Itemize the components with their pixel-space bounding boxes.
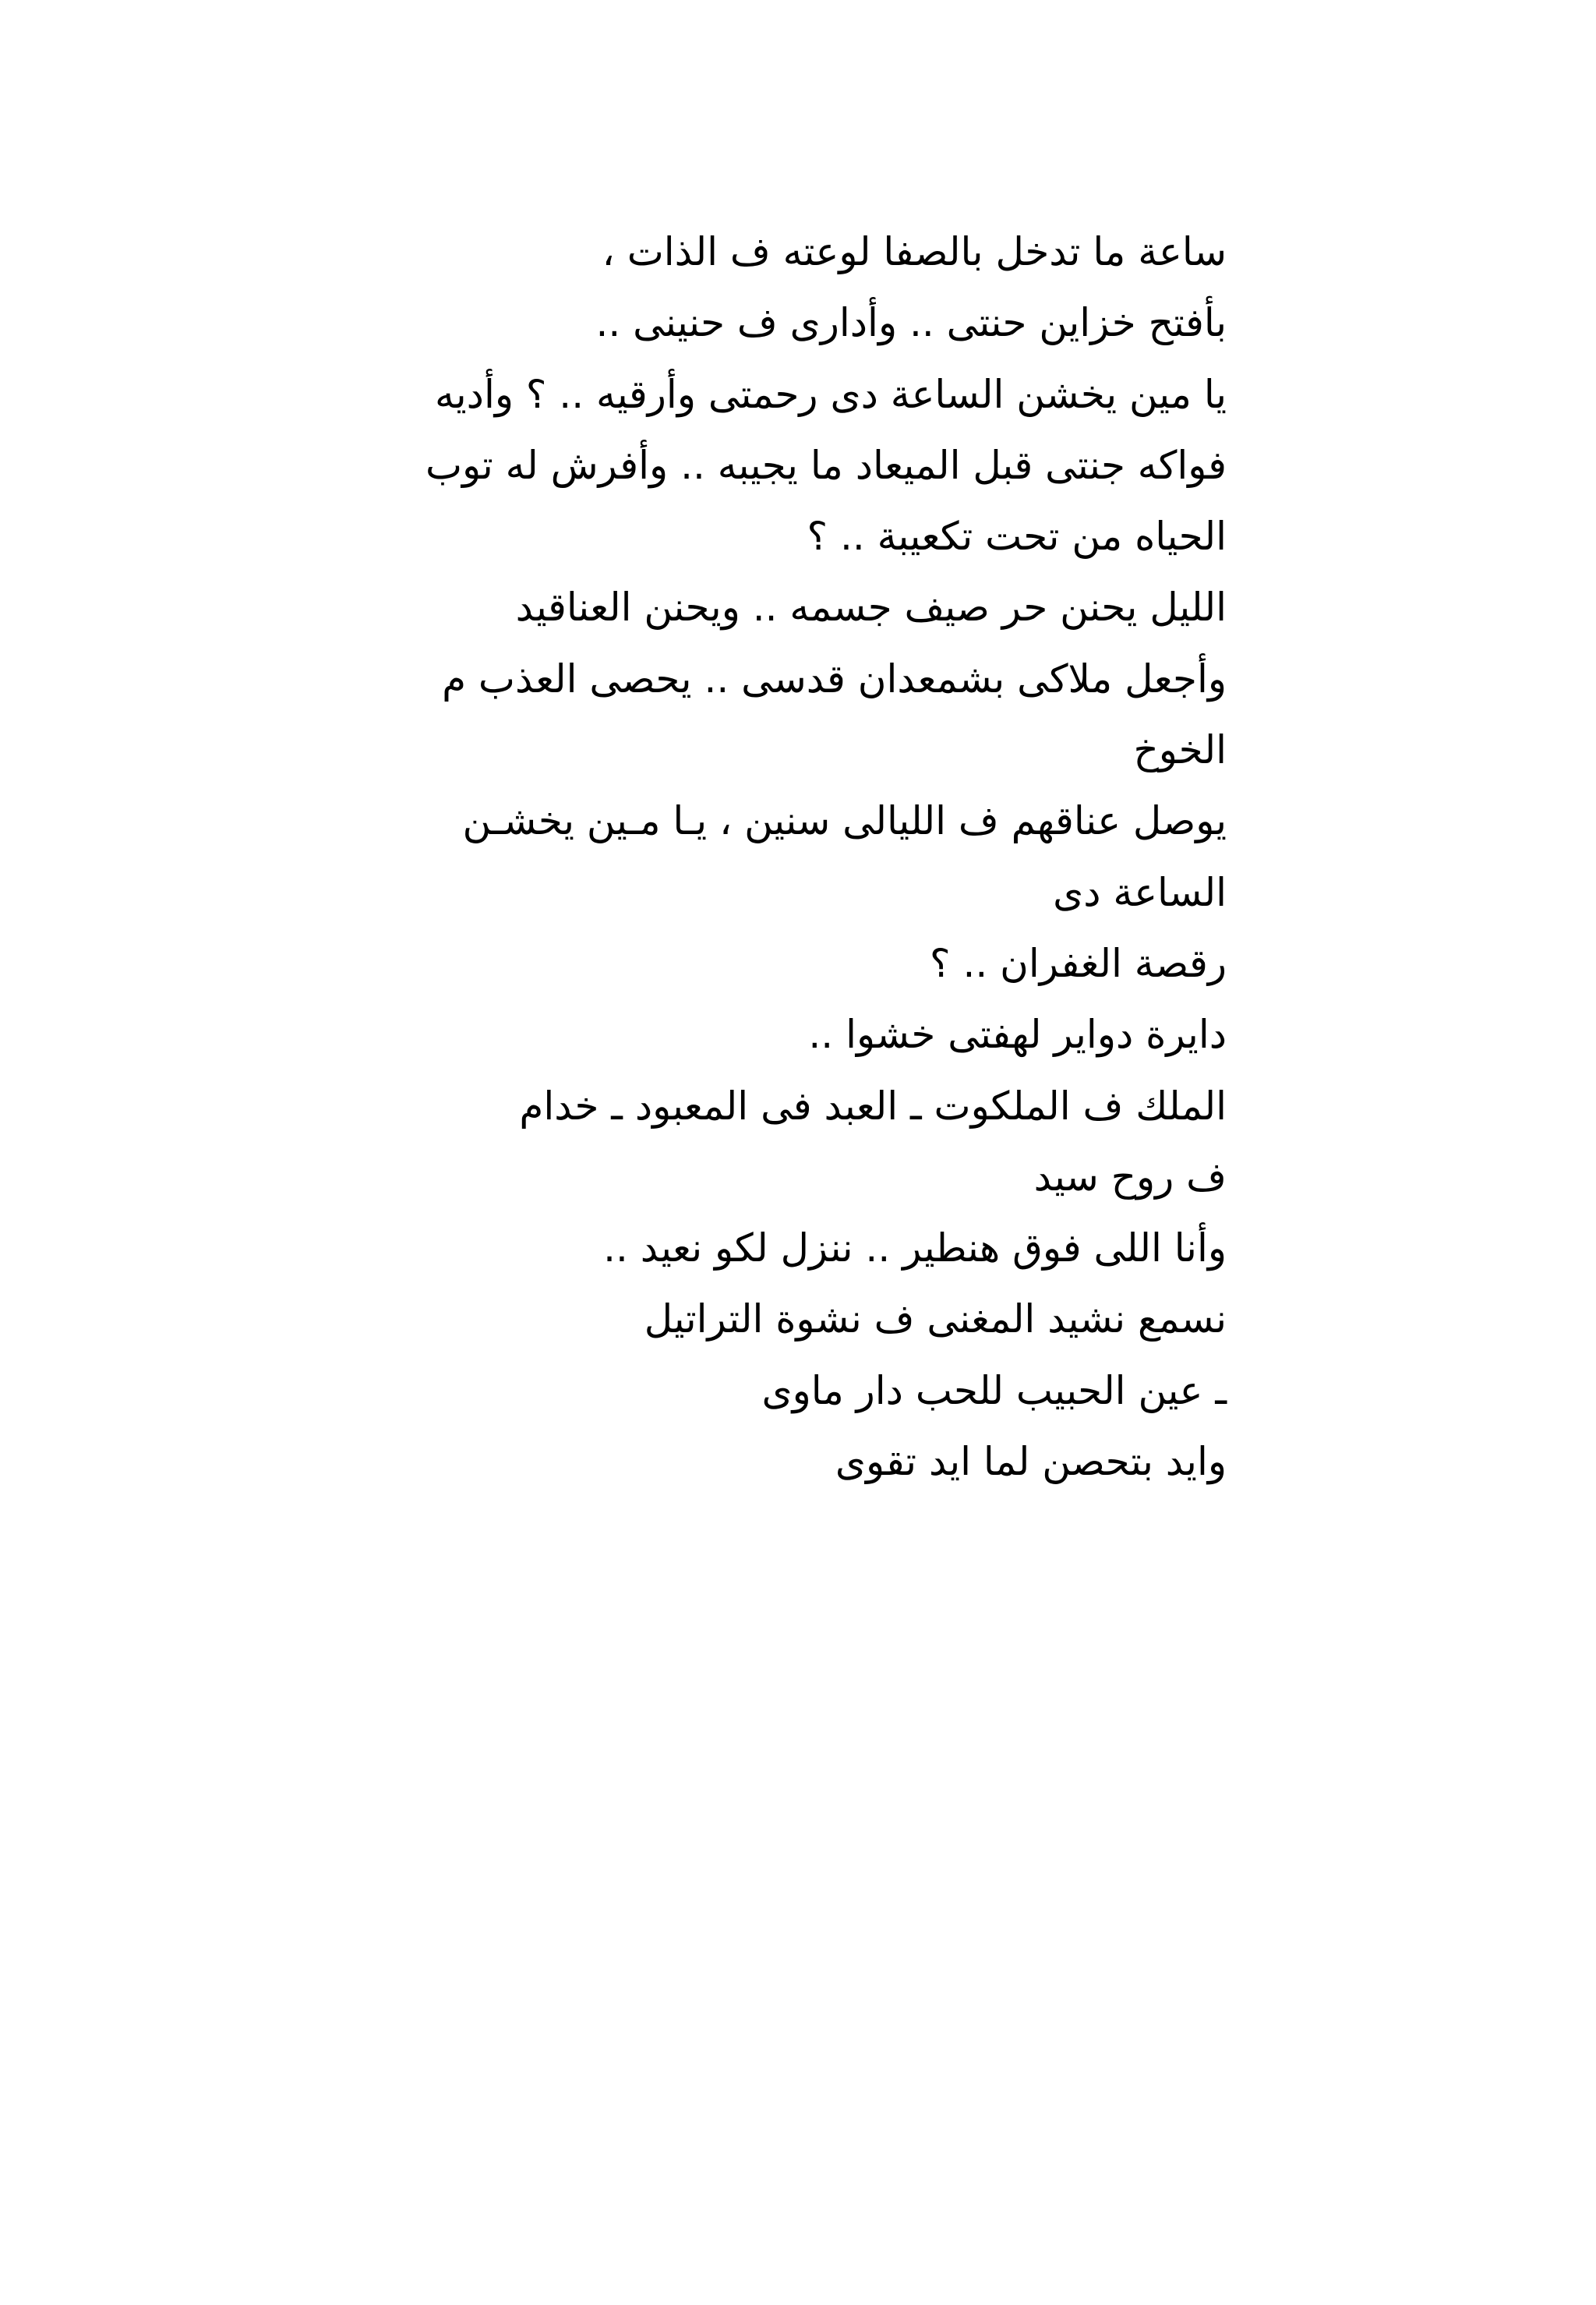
poem-line: الليل يحنن حر صيف جسمه .. ويحنن العناقيد [515, 585, 1227, 631]
poem-line: نسمع نشيد المغنى ف نشوة التراتيل [644, 1296, 1227, 1342]
poem-line: الملك ف الملكوت ـ العبد فى المعبود ـ خدام [519, 1083, 1227, 1129]
poem-line: يوصل عناقهم ف الليالى سنين ، يـا مـين يخشـن [462, 798, 1227, 844]
poem-line: رقصة الغفران .. ؟ [930, 940, 1227, 986]
poem-line: الحياه من تحت تكعيبة .. ؟ [807, 514, 1227, 560]
poem-line: بأفتح خزاين حنتى .. وأدارى ف حنينى .. [595, 300, 1227, 346]
poem-text [234, 217, 1227, 1497]
poem-line: الخوخ [1133, 727, 1227, 773]
poem-line: يا مين يخشن الساعة دى رحمتى وأرقيه .. ؟ وأديه [434, 371, 1227, 417]
poem-line: وأنا اللى فوق هنطير .. ننزل لكو نعيد .. [603, 1225, 1227, 1271]
poem-line: وأجعل ملاكى بشمعدان قدسى .. يحصى العذب م [442, 656, 1227, 702]
poem-line: دايرة دواير لهفتى خشوا .. [808, 1012, 1227, 1058]
poem-line: فواكه جنتى قبل الميعاد ما يجيبه .. وأفرش له توب [425, 442, 1227, 488]
poem-line: ـ عين الحبيب للحب دار ماوى [761, 1367, 1227, 1413]
poem-line: الساعة دى [1053, 869, 1227, 915]
poem-line: ساعة ما تدخل بالصفا لوعته ف الذات ، [602, 229, 1227, 274]
poem-line: ف روح سيد [1033, 1154, 1227, 1200]
poem-line: وايد بتحصن لما ايد تقوى [835, 1439, 1227, 1485]
